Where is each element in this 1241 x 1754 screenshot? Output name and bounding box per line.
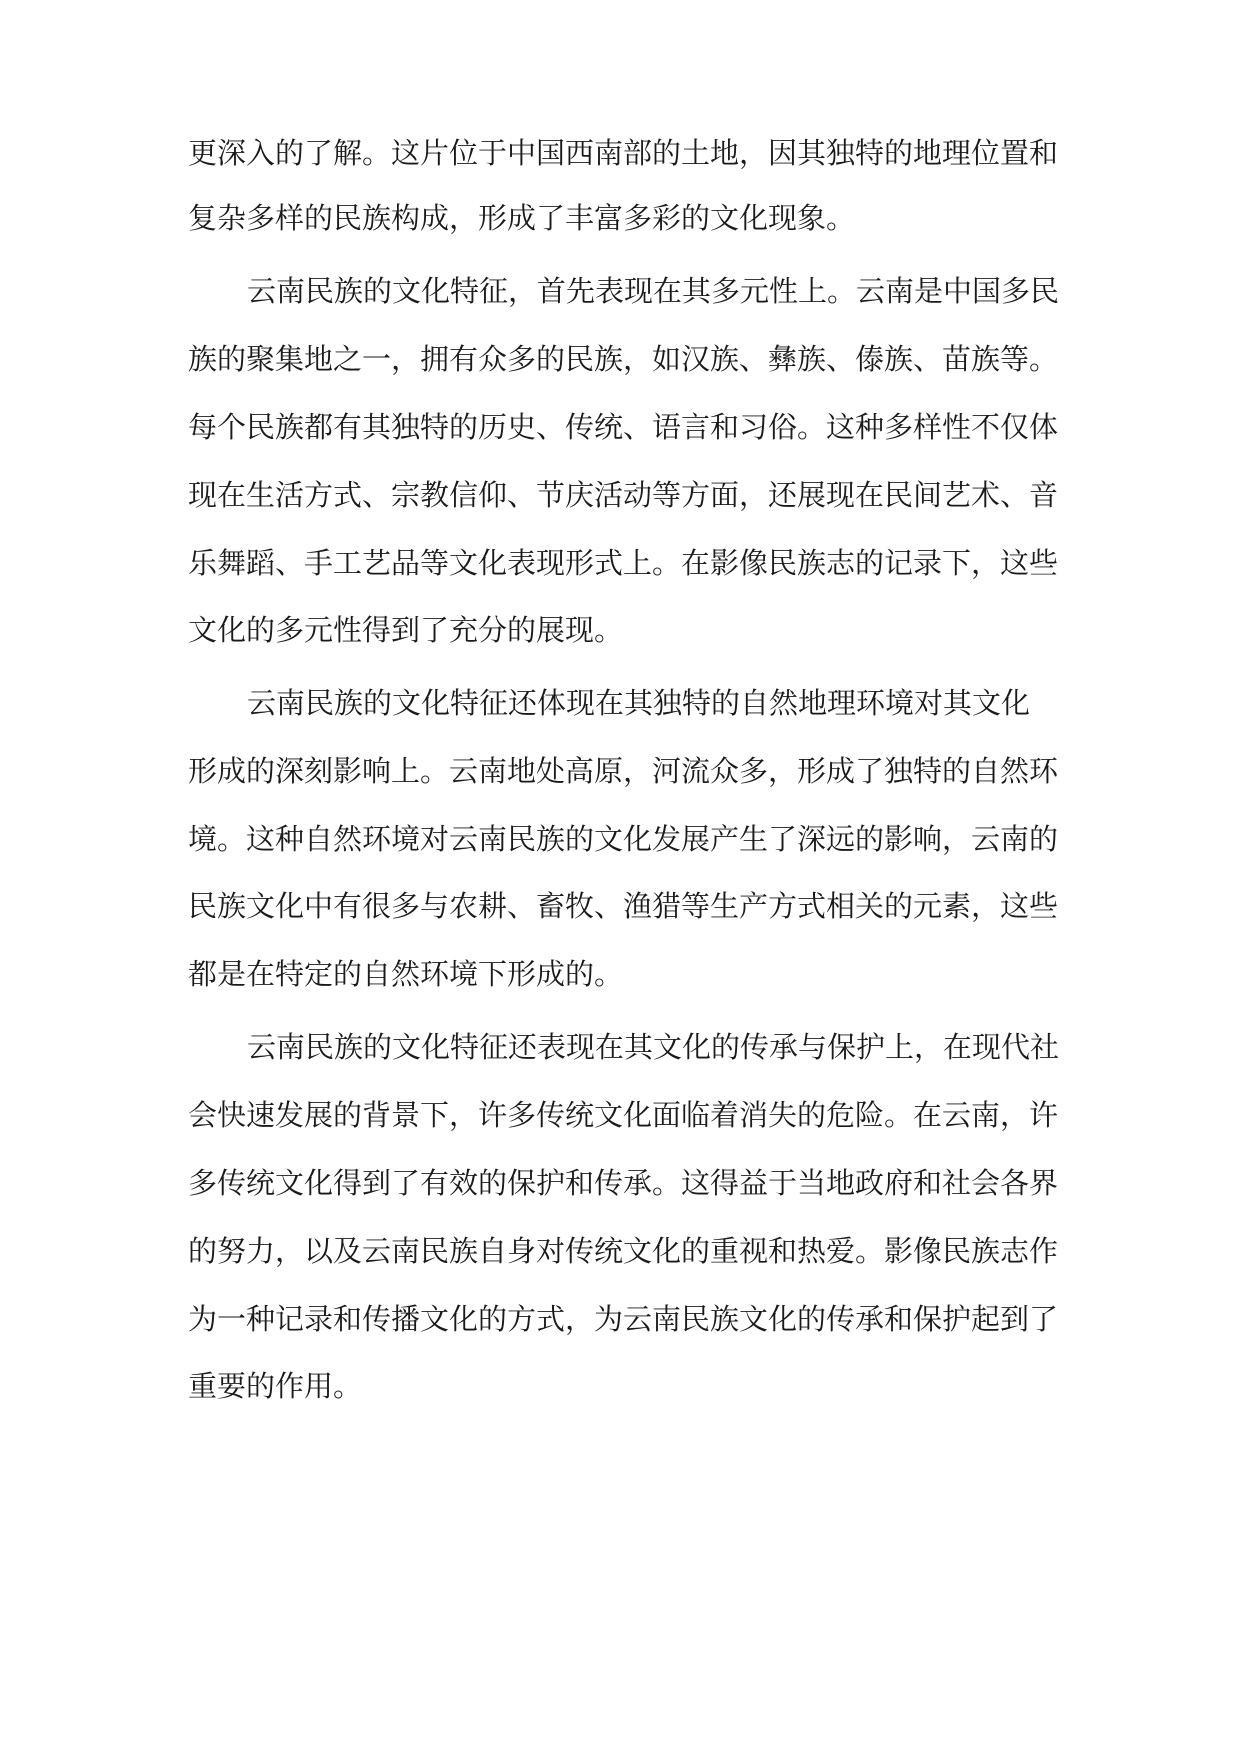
- text-line: 现在生活方式、宗教信仰、节庆活动等方面，还展现在民间艺术、音: [188, 478, 1059, 512]
- text-line: 形成的深刻影响上。云南地处高原，河流众多，形成了独特的自然环: [188, 754, 1059, 788]
- text-line: 多传统文化得到了有效的保护和传承。这得益于当地政府和社会各界: [188, 1166, 1059, 1200]
- text-line: 更深入的了解。这片位于中国西南部的土地，因其独特的地理位置和: [188, 136, 1059, 170]
- text-line: 民族文化中有很多与农耕、畜牧、渔猎等生产方式相关的元素，这些: [188, 889, 1059, 923]
- text-line: 文化的多元性得到了充分的展现。: [188, 613, 624, 647]
- text-line: 都是在特定的自然环境下形成的。: [188, 957, 624, 991]
- paragraph-first-line: 云南民族的文化特征还体现在其独特的自然地理环境对其文化: [247, 686, 1031, 720]
- text-line: 境。这种自然环境对云南民族的文化发展产生了深远的影响，云南的: [188, 822, 1059, 856]
- text-line: 复杂多样的民族构成，形成了丰富多彩的文化现象。: [188, 201, 856, 235]
- paragraph-first-line: 云南民族的文化特征还表现在其文化的传承与保护上，在现代社: [247, 1030, 1060, 1064]
- text-line: 乐舞蹈、手工艺品等文化表现形式上。在影像民族志的记录下，这些: [188, 546, 1059, 580]
- text-line: 的努力，以及云南民族自身对传统文化的重视和热爱。影像民族志作: [188, 1234, 1059, 1268]
- text-line: 族的聚集地之一，拥有众多的民族，如汉族、彝族、傣族、苗族等。: [188, 342, 1059, 376]
- paragraph-first-line: 云南民族的文化特征，首先表现在其多元性上。云南是中国多民: [247, 274, 1060, 308]
- text-line: 每个民族都有其独特的历史、传统、语言和习俗。这种多样性不仅体: [188, 410, 1059, 444]
- text-line: 会快速发展的背景下，许多传统文化面临着消失的危险。在云南，许: [188, 1098, 1059, 1132]
- text-line: 为一种记录和传播文化的方式，为云南民族文化的传承和保护起到了: [188, 1302, 1059, 1336]
- text-line: 重要的作用。: [188, 1369, 363, 1403]
